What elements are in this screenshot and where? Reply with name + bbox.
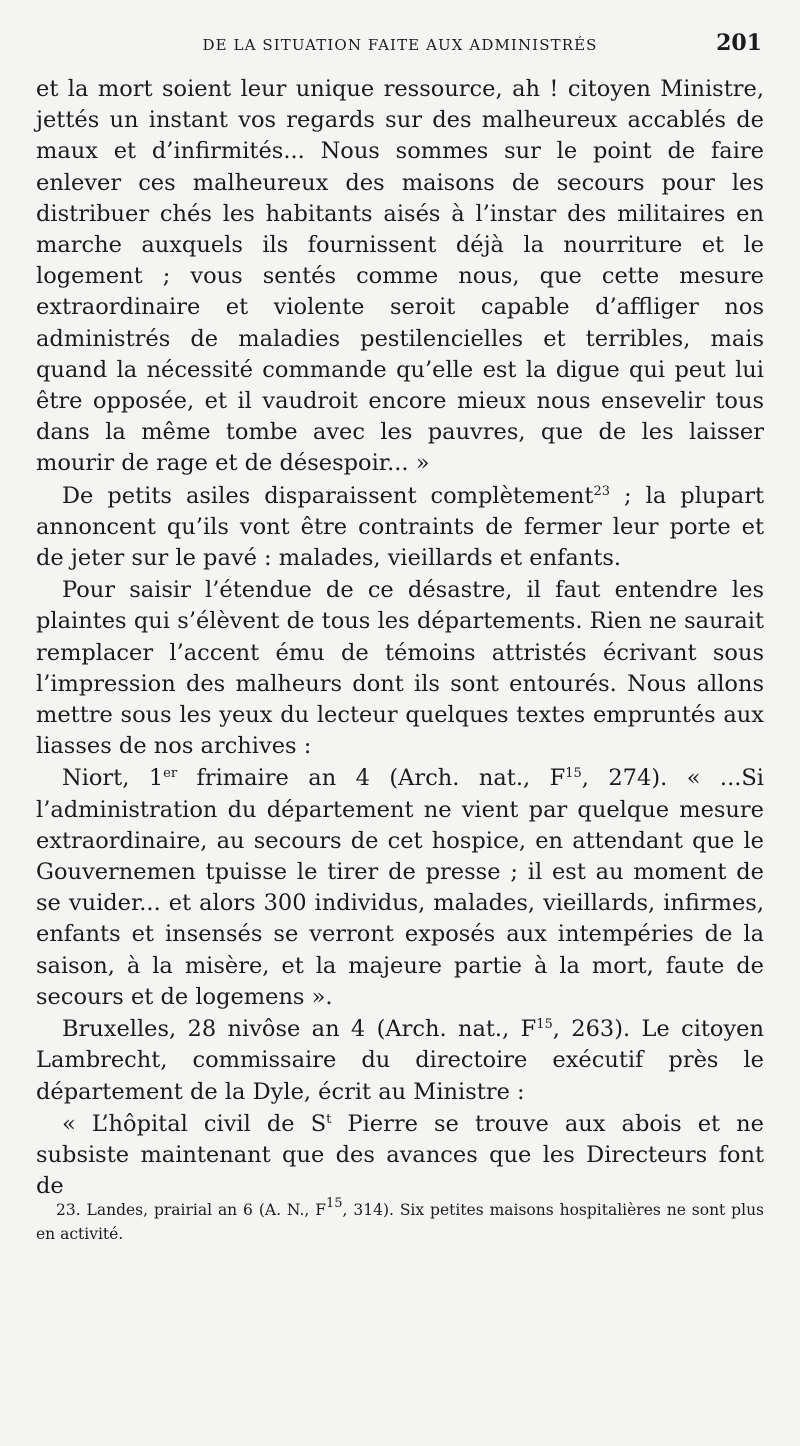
- superscript: 15: [536, 1017, 553, 1033]
- footnote-reference: 23: [593, 483, 610, 499]
- paragraph-desastre: [36, 575, 764, 762]
- paragraph-continued-quote: [36, 74, 764, 480]
- text-run: ; la plupart annoncent qu’ils vont être contraints de fermer leur porte et de jeter sur le pavé : malades, vieillards et enfants.: [36, 482, 764, 572]
- body-text: [36, 74, 764, 1202]
- text-run: De petits asiles disparaissent complètement: [62, 482, 594, 509]
- text-run: « L’hôpital civil de S: [62, 1110, 327, 1137]
- text-run: et la mort soient leur unique ressource, ah ! citoyen Ministre, jettés un instant vos regards sur des malheureux accablés de maux et d’infirmités... Nous sommes sur le point de faire enlever ces malheureux des maisons de secours pour les distribuer chés les habitants aisés à l’instar des militaires en marche auxquels ils fournissent déjà la nourriture et le logement ; vous sentés comme nous, que cette mesure extraordinaire et violente seroit capable d’affliger nos administrés de maladies pestilencielles et terribles, mais quand la nécessité commande qu’elle est la digue qui peut lui être opposée, et il vaudroit encore mieux nous ensevelir tous dans la même tombe avec les pauvres, que de les laisser mourir de rage et de désespoir... »: [36, 76, 764, 477]
- superscript: 15: [565, 766, 582, 782]
- superscript: er: [163, 766, 178, 782]
- page-number: 201: [716, 30, 762, 56]
- superscript: 15: [325, 1196, 343, 1211]
- text-run: Pour saisir l’étendue de ce désastre, il faut entendre les plaintes qui s’élèvent de tous les départements. Rien ne saurait remplacer l’accent ému de témoins attristés écrivant sous l’impression des malheurs dont ils sont entourés. Nous allons mettre sous les yeux du lecteur quelques textes empruntés aux liasses de nos archives :: [36, 577, 764, 760]
- running-title: DE LA SITUATION FAITE AUX ADMINISTRÉS: [202, 36, 598, 54]
- text-run: Niort, 1: [62, 765, 164, 792]
- text-run: , 263). Le citoyen Lambrecht, commissaire du directoire exécutif près le département de la Dyle, écrit au Ministre :: [36, 1016, 764, 1105]
- footnote-23: [36, 1198, 764, 1246]
- text-run: , 314). Six petites maisons hospitalières ne sont plus en activité.: [36, 1201, 765, 1243]
- text-run: Pierre se trouve aux abois et ne subsiste maintenant que des avances que les Directeurs font de: [36, 1110, 764, 1200]
- superscript: t: [326, 1111, 332, 1127]
- paragraph-niort: [36, 763, 764, 1013]
- text-run: Bruxelles, 28 nivôse an 4 (Arch. nat., F: [62, 1016, 537, 1043]
- paragraph-hopital: [36, 1109, 764, 1203]
- paragraph-asiles: [36, 481, 764, 575]
- text-run: 23. Landes, prairial an 6 (A. N., F: [56, 1201, 326, 1219]
- text-run: frimaire an 4 (Arch. nat., F: [177, 765, 566, 792]
- text-run: , 274). « ...Si l’administration du département ne vient par quelque mesure extraordinaire, au secours de cet hospice, en attendant que le Gouvernemen tpuisse le tirer de presse ; il est au moment de se vuider... et alors 300 individus, malades, vieillards, infirmes, enfants et insensés se verront exposés aux intempéries de la saison, à la misère, et la majeure partie à la mort, faute de secours et de logemens ».: [36, 765, 764, 1010]
- footnote: [36, 1198, 764, 1246]
- paragraph-bruxelles: [36, 1014, 764, 1108]
- running-head: [36, 30, 764, 64]
